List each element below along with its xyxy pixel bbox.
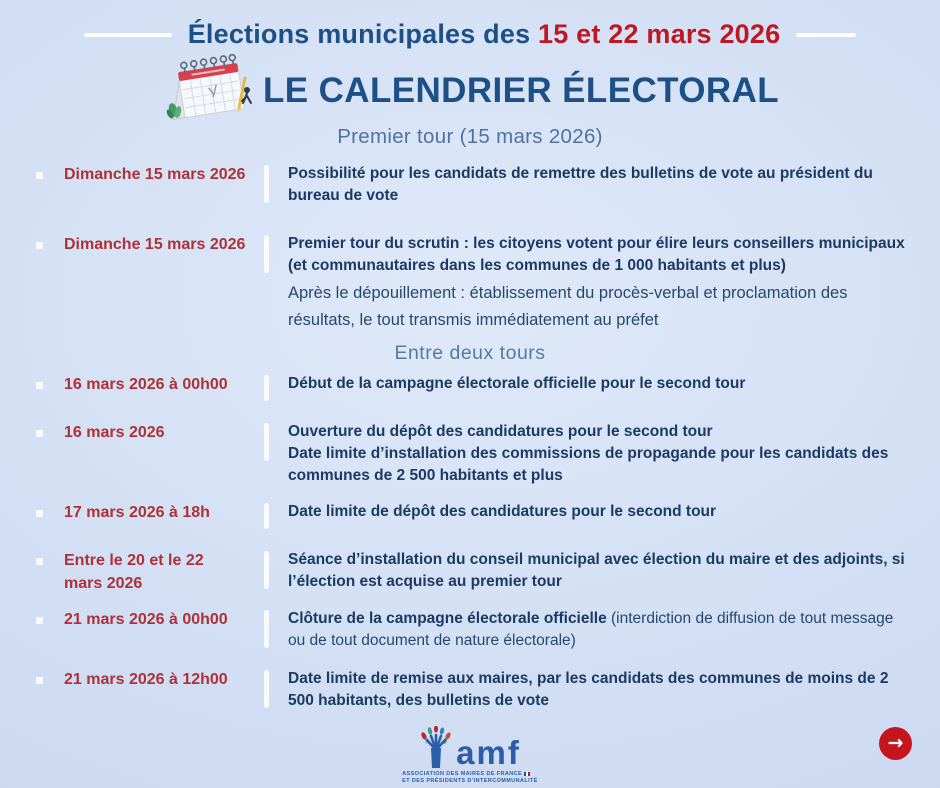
calendar-row — [0, 608, 940, 652]
row-description: Séance d’installation du conseil municipal avec élection du maire et des adjoints, si l’élection est acquise au premier tour — [288, 551, 905, 590]
next-arrow-button[interactable] — [879, 727, 912, 760]
row-description-main: Ouverture du dépôt des candidatures pour le second tour — [288, 423, 713, 440]
row-description-main2: Date limite d’installation des commissions de propagande pour les candidats des communes de 2 500 habitants et plus — [288, 445, 889, 484]
bullet-marker — [36, 510, 43, 517]
banner-title-prefix: Élections municipales des — [187, 19, 539, 49]
row-description: Possibilité pour les candidats de remettre des bulletins de vote au président du bureau de vote — [288, 165, 873, 204]
row-description — [288, 421, 908, 487]
decorative-line-right — [796, 33, 856, 37]
row-divider — [264, 670, 269, 708]
amf-logo-text: amf — [456, 734, 521, 771]
calendar-row — [0, 501, 940, 529]
row-divider — [264, 503, 269, 529]
page-title: LE CALENDRIER ÉLECTORAL — [262, 71, 780, 110]
bullet-marker — [36, 558, 43, 565]
page-subtitle: Premier tour (15 mars 2026) — [337, 125, 603, 148]
calendar-row — [0, 233, 940, 334]
calendar-rows — [0, 163, 940, 712]
row-description-note: Après le dépouillement : établissement du procès-verbal et proclamation des résultats, le tout transmis immédiatement au préfet — [288, 284, 848, 329]
row-date: 21 mars 2026 à 00h00 — [64, 611, 228, 628]
bullet-marker — [36, 677, 43, 684]
row-date: 16 mars 2026 à 00h00 — [64, 376, 228, 393]
calendar-row — [0, 421, 940, 487]
row-divider — [264, 551, 269, 589]
amf-hand-icon — [419, 726, 453, 770]
row-description — [288, 233, 908, 334]
calendar-row — [0, 668, 940, 712]
french-flag-icon — [524, 772, 530, 776]
row-divider — [264, 610, 269, 648]
banner-title-dates: 15 et 22 mars 2026 — [538, 19, 781, 49]
row-date: Dimanche 15 mars 2026 — [64, 166, 246, 183]
row-divider — [264, 375, 269, 401]
title-row — [0, 60, 940, 122]
row-description: Début de la campagne électorale officielle pour le second tour — [288, 375, 746, 392]
calendar-row — [0, 373, 940, 401]
calendar-row — [0, 163, 940, 207]
amf-caption-line1: ASSOCIATION DES MAIRES DE FRANCE — [402, 771, 538, 778]
footer — [0, 726, 940, 788]
amf-caption-line2: ET DES PRÉSIDENTS D’INTERCOMMUNALITÉ — [402, 778, 538, 784]
row-description: Date limite de dépôt des candidatures pour le second tour — [288, 503, 717, 520]
bullet-marker — [36, 617, 43, 624]
calendar-icon — [161, 52, 253, 126]
row-date: 16 mars 2026 — [64, 424, 165, 441]
calendar-row — [0, 549, 940, 595]
row-description-note: (interdiction de diffusion de tout message ou de tout document de nature électorale) — [288, 610, 894, 649]
amf-logo — [419, 726, 521, 770]
top-banner — [0, 0, 940, 50]
row-description — [288, 608, 908, 652]
banner-title — [188, 19, 781, 50]
row-divider — [264, 165, 269, 203]
row-description-main: Premier tour du scrutin : les citoyens votent pour élire leurs conseillers municipaux (et communautaires dans les communes de 1 000 habitants et plus) — [288, 235, 905, 274]
row-description: Date limite de remise aux maires, par les candidats des communes de moins de 2 500 habitants, des bulletins de vote — [288, 670, 889, 709]
row-date: Dimanche 15 mars 2026 — [64, 236, 246, 253]
decorative-line-left — [84, 33, 172, 37]
bullet-marker — [36, 242, 43, 249]
section-heading-between-rounds: Entre deux tours — [394, 342, 546, 364]
bullet-marker — [36, 172, 43, 179]
row-date: Entre le 20 et le 22 mars 2026 — [64, 552, 204, 592]
row-date: 17 mars 2026 à 18h — [64, 504, 210, 521]
amf-logo-caption — [402, 771, 538, 785]
arrow-right-icon: → — [887, 732, 904, 754]
row-divider — [264, 423, 269, 461]
bullet-marker — [36, 430, 43, 437]
row-date: 21 mars 2026 à 12h00 — [64, 671, 228, 688]
row-divider — [264, 235, 269, 273]
bullet-marker — [36, 382, 43, 389]
row-description-main: Clôture de la campagne électorale officielle — [288, 610, 607, 627]
